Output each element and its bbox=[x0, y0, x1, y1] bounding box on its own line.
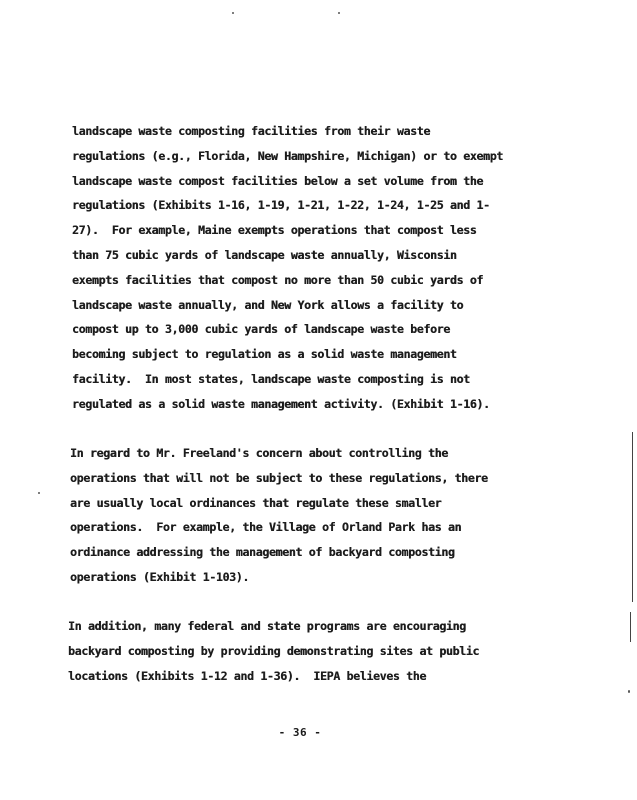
text-line: exempts facilities that compost no more than 50 cubic yards of bbox=[72, 272, 484, 287]
text-line: In regard to Mr. Freeland's concern about controlling the bbox=[70, 446, 448, 460]
text-line: regulated as a solid waste management activity. (Exhibit 1-16). bbox=[72, 396, 490, 411]
text-line: locations (Exhibits 1-12 and 1-36). IEPA believes the bbox=[68, 668, 427, 683]
scan-speck bbox=[232, 12, 234, 14]
text-line: 27). For example, Maine exempts operations that compost less bbox=[72, 223, 477, 238]
scan-edge-mark bbox=[630, 612, 631, 642]
text-line: than 75 cubic yards of landscape waste annually, Wisconsin bbox=[72, 247, 457, 262]
text-line: becoming subject to regulation as a solid waste management bbox=[72, 347, 457, 362]
text-line: facility. In most states, landscape waste composting is not bbox=[72, 371, 470, 386]
text-line: regulations (Exhibits 1-16, 1-19, 1-21, 1-22, 1-24, 1-25 and 1- bbox=[72, 198, 490, 213]
text-line: landscape waste compost facilities below a set volume from the bbox=[72, 173, 484, 188]
scan-speck bbox=[38, 492, 40, 494]
text-line: ordinance addressing the management of backyard composting bbox=[70, 545, 455, 560]
text-line: landscape waste annually, and New York allows a facility to bbox=[72, 297, 464, 312]
paragraph-local-ordinances bbox=[70, 441, 570, 590]
text-line: regulations (e.g., Florida, New Hampshire, Michigan) or to exempt bbox=[72, 148, 503, 163]
text-line: operations. For example, the Village of Orland Park has an bbox=[70, 520, 462, 535]
page-number: - 36 - bbox=[278, 726, 322, 739]
scan-edge-mark bbox=[632, 432, 633, 602]
text-line: are usually local ordinances that regulate these smaller bbox=[70, 495, 442, 510]
text-line: In addition, many federal and state programs are encouraging bbox=[68, 619, 466, 633]
paragraph-backyard-programs bbox=[68, 614, 568, 688]
text-line: operations that will not be subject to these regulations, there bbox=[70, 470, 488, 485]
text-line: operations (Exhibit 1-103). bbox=[70, 569, 250, 584]
scan-speck bbox=[628, 690, 630, 693]
text-line: compost up to 3,000 cubic yards of landscape waste before bbox=[72, 322, 450, 337]
scan-speck bbox=[338, 12, 340, 14]
text-line: backyard composting by providing demonstrating sites at public bbox=[68, 643, 480, 658]
text-line: landscape waste composting facilities from their waste bbox=[72, 124, 431, 138]
paragraph-exemptions bbox=[72, 119, 572, 417]
